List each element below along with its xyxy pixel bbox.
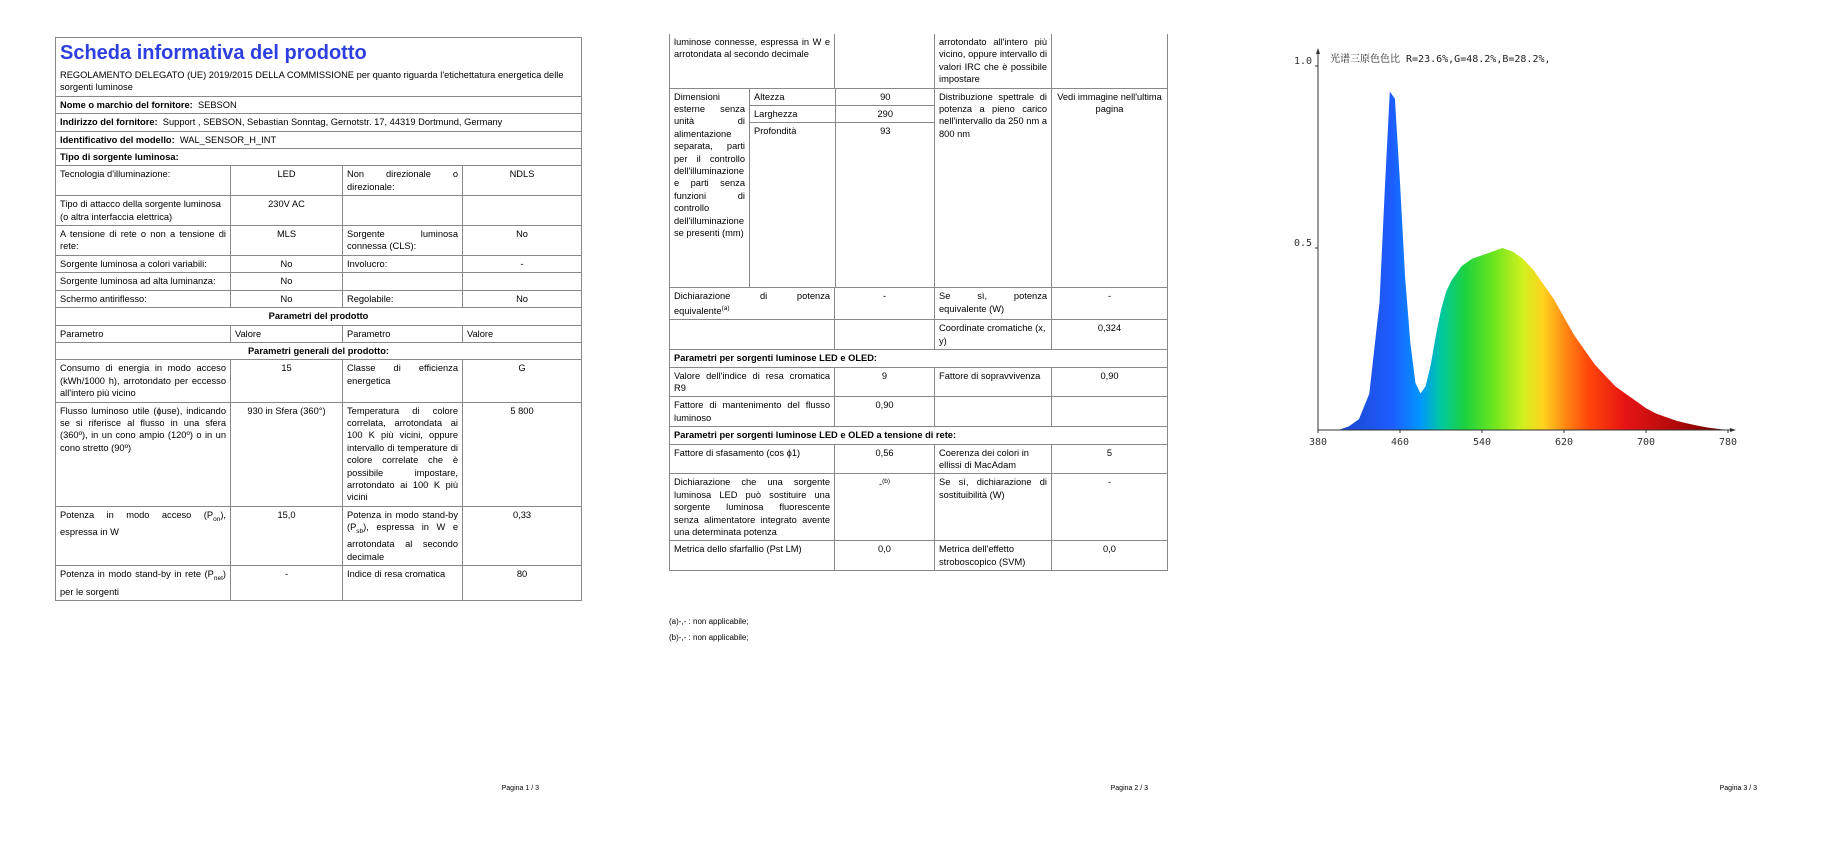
footnote-b: (b)-,- : non applicabile; (669, 633, 749, 642)
led-params-heading: Parametri per sorgenti luminose LED e OLED: (670, 350, 1168, 367)
table-row: Valore dell'indice di resa cromatica R9 9 Fattore di sopravvivenza 0,90 (670, 367, 1168, 397)
y-tick-label: 0.5 (1293, 238, 1312, 249)
page-2 (609, 0, 1218, 842)
page-1 (0, 0, 609, 842)
table-row: Sorgente luminosa ad alta luminanza: No (56, 273, 582, 290)
table-row: Dichiarazione che una sorgente luminosa LED può sostituire una sorgente luminosa fluorescente senza alimentatore integrato avente una determinata potenza -$^{(b)}$ Se sì, dichiarazione di sostituibilità (W) - (670, 474, 1168, 541)
supplier-row: Nome o marchio del fornitore: SEBSON (56, 96, 582, 113)
header-row: Parametro Valore Parametro Valore (56, 325, 582, 342)
product-info-table-2 (669, 34, 1168, 571)
y-tick-label: 1.0 (1293, 56, 1312, 67)
mains-params-heading: Parametri per sorgenti luminose LED e OLED a tensione di rete: (670, 427, 1168, 444)
footnote-a: (a)-,- : non applicabile; (669, 617, 749, 626)
table-row: Dichiarazione di potenza equivalente$^{(a)}$ - Se sì, potenza equivalente (W) - (670, 288, 1168, 320)
table-row: Metrica dello sfarfallio (Pst LM) 0,0 Metrica dell'effetto stroboscopico (SVM) 0,0 (670, 541, 1168, 571)
table-row: Sorgente luminosa a colori variabili: No Involucro: - (56, 255, 582, 272)
page-number: Pagina 3 / 3 (1719, 785, 1757, 792)
regulation-text: REGOLAMENTO DELEGATO (UE) 2019/2015 DELLA COMMISSIONE per quanto riguarda l'etichettatura energetica delle sorgenti luminose (56, 67, 582, 96)
page-number: Pagina 2 / 3 (1110, 785, 1148, 792)
model-row: Identificativo del modello: WAL_SENSOR_H_INT (56, 131, 582, 148)
source-type-heading: Tipo di sorgente luminosa: (56, 149, 582, 166)
params-heading: Parametri del prodotto (56, 308, 582, 325)
page-3 (1218, 0, 1827, 842)
x-tick-label: 700 (1636, 437, 1656, 448)
spectral-power-chart (1218, 30, 1827, 590)
table-row: Consumo di energia in modo acceso (kWh/1000 h), arrotondato per eccesso all'intero più vicino 15 Classe di efficienza energetica G (56, 360, 582, 402)
table-row: Fattore di mantenimento del flusso luminoso 0,90 (670, 397, 1168, 427)
dimensions-row: Dimensioni esterne senza unità di alimentazione separata, parti per il controllo dell'illuminazione e parti senza funzioni di controllo dell'illuminazione se presenti (mm) Altezza 90 Larghezza 290 Profondità 93 Distribuzione spettrale di potenza a pieno carico nell'intervallo da 250 nm a 800 nm Vedi immagine nell'ultima pagina (670, 88, 1168, 288)
x-tick-label: 620 (1554, 437, 1574, 448)
spectrum-area (1318, 92, 1728, 431)
chart-title: 光谱三原色色比 R=23.6%,G=48.2%,B=28.2%, (1330, 54, 1551, 65)
table-row: Flusso luminoso utile (ɸuse), indicando se si riferisce al flusso in una sfera (360º), in un cono ampio (120º) o in un cono stretto (90º) 930 in Sfera (360°) Temperatura di colore correlata, arrotondata ai 100 K più vicini, oppure intervallo di temperature di colore correlate che è possibile impostare, arrotondato ai 100 K più vicini 5 800 (56, 402, 582, 506)
x-tick-label: 460 (1390, 437, 1410, 448)
table-row: Fattore di sfasamento (cos ϕ1) 0,56 Coerenza dei colori in ellissi di MacAdam 5 (670, 444, 1168, 474)
general-params-heading: Parametri generali del prodotto: (56, 342, 582, 359)
table-row: Tecnologia d'illuminazione: LED Non direzionale o direzionale: NDLS (56, 166, 582, 196)
x-tick-label: 540 (1472, 437, 1492, 448)
table-row: Tipo di attacco della sorgente luminosa (o altra interfaccia elettrica) 230V AC (56, 196, 582, 226)
table-row: Potenza in modo acceso $(P_{on})$, espressa in W 15,0 Potenza in modo stand-by $(P_{sb})$, espressa in W e arrotondata al secondo decimale 0,33 (56, 506, 582, 565)
product-info-table-1 (55, 37, 582, 601)
document-title: Scheda informativa del prodotto (60, 42, 367, 64)
address-row: Indirizzo del fornitore: Support , SEBSON, Sebastian Sonntag, Gernotstr. 17, 44319 Dortmund, Germany (56, 114, 582, 131)
x-axis-arrow (1730, 428, 1736, 432)
x-tick-label: 780 (1718, 437, 1738, 448)
table-row: Schermo antiriflesso: No Regolabile: No (56, 290, 582, 307)
x-tick-label: 380 (1308, 437, 1328, 448)
table-row: luminose connesse, espressa in W e arrotondata al secondo decimale arrotondato all'intero più vicino, oppure intervallo di valori IRC che è possibile impostare (670, 34, 1168, 88)
y-axis-arrow (1316, 48, 1320, 54)
page-number: Pagina 1 / 3 (501, 785, 539, 792)
table-row: A tensione di rete o non a tensione di rete: MLS Sorgente luminosa connessa (CLS): No (56, 226, 582, 256)
table-row: Coordinate cromatiche (x, y) 0,324 (670, 320, 1168, 350)
table-row: Potenza in modo stand-by in rete $(P_{net})$ per le sorgenti - Indice di resa cromatica 80 (56, 566, 582, 601)
